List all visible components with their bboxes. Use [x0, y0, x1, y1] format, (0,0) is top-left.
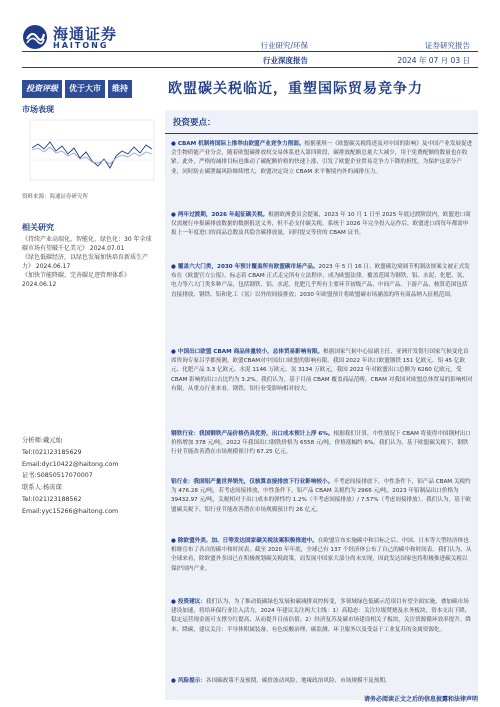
- sidebar: [22, 104, 157, 290]
- key-point: [171, 211, 473, 239]
- index-line: [32, 147, 152, 164]
- key-point-highlight: CBAM 机制将国际上推举由欧盟产业竞争力削弱。: [177, 141, 305, 147]
- rating-label: 投资评级: [22, 80, 62, 98]
- key-point-highlight: 覆盖六大门类，2030 年预计覆盖所有欧盟碳市场产品。: [177, 264, 319, 270]
- haitong-logo-icon: [22, 24, 48, 50]
- logo-cn-text: 海通证券: [53, 25, 118, 43]
- key-point: [171, 537, 473, 574]
- rating-bar: [22, 80, 132, 98]
- key-point-highlight: 风险提示：: [177, 678, 206, 684]
- bullet-icon: ●: [171, 599, 176, 605]
- bullet-icon: ●: [171, 538, 176, 544]
- analyst-cert: 证书:S0850517070007: [22, 472, 93, 480]
- key-point-text: 根据国家气候中心原副主任、亚洲开发银行国家气候变化首席咨询专家吕学都预测，欧盟CBAM对中国出口欧盟的影响有限。我国 2022 年出口欧盟钢铁 151 亿欧元、铝 45 亿欧元、化肥产品 3.3 亿欧元、水泥 1146 万欧元、氢 3134 万欧元，我国 2022 年对欧盟出口总额为 6260 亿欧元，受 CBAM 影响的出口占比约为 3.2%。我们认为，基于目前 CBAM 覆盖商品范畴，CBAM 对我国对欧盟总体贸易的影响相对有限，从重点行业来看，钢铁、铝行业受影响相对较大。: [171, 349, 473, 392]
- key-point-highlight: 除欧盟外美、加、日等发达国家碳关税法案积极推进中。: [177, 538, 318, 544]
- report-title: 欧盟碳关税临近，重塑国际贸易竞争力: [168, 81, 423, 97]
- key-point-highlight: 钢铁行业：我国钢铁产品价格仍具优势，出口成本预计上浮 6%。: [171, 431, 334, 437]
- logo-en-text: HAITONG: [53, 41, 109, 50]
- rating-action: 维持: [108, 80, 132, 98]
- analyst-tel: Tel:(021)23185629: [22, 448, 82, 456]
- bullet-icon: ●: [171, 678, 176, 684]
- rating-value: 优于大市: [65, 80, 105, 98]
- chart-source: 资料来源：海通证券研究所: [22, 194, 89, 200]
- header-divider: [22, 51, 478, 52]
- related-research-heading: 相关研究: [22, 223, 54, 232]
- related-item[interactable]: 《加快节能降碳、完善碳足迹管理体系》 2024.06.12: [22, 272, 131, 288]
- key-point: [171, 348, 473, 394]
- key-point-highlight: 中国出口欧盟 CBAM 商品体量较小，总体贸易影响有限。: [177, 349, 324, 355]
- key-point: [171, 677, 473, 686]
- key-point: [171, 598, 473, 635]
- footer-disclaimer: 请务必阅读正文之后的信息披露和法律声明: [363, 696, 478, 703]
- contact-tel: Tel:(021)23188562: [22, 495, 82, 503]
- analyst-contacts: [22, 435, 157, 518]
- key-point-sub: [171, 430, 473, 458]
- contact-name: 联系人:杨寅琛: [22, 484, 62, 492]
- key-point-text: 我们认为，为了推动低碳绿色发展和碳减排双控转变，多领域绿色低碳示范项目有望全面实施，叠加碳市场建设加速，将给环保行业注入活力，2024 年建议关注两大主线：1）高稳态：关注垃圾焚烧及水务板块，资本支出下降，稳定运营现金流可支撑分红提高，从而提升目前估值；2）经济复苏及碳市场建设相关子板块，关注资源循环效率提升、降本、降碳，建议关注：半导体附属装备、有色废酸治理、碳监测、环卫服务以及受益于工业复苏的金属资源化。: [171, 599, 472, 633]
- key-point-text: 各国碳政策不及预期、碳价波动风险、地缘政治风险、市场规模不及预期。: [205, 678, 391, 684]
- key-points-divider: [165, 133, 478, 134]
- key-point: [171, 263, 473, 300]
- report-type-label: 行业深度报告: [263, 56, 308, 65]
- related-item[interactable]: 《绿色低碳经济，以绿色发展加快培育新质生产力》 2024.06.17: [22, 254, 149, 270]
- key-points-heading: 投资要点：: [173, 118, 216, 128]
- analyst-name: 分析师:戴元灿: [22, 437, 62, 444]
- market-performance-heading: 市场表现: [22, 105, 54, 114]
- bullet-icon: ●: [171, 141, 176, 147]
- key-point-text: 根据欧洲委员会提案，2023 年 10 月 1 日至 2025 年底过渡阶段内，欧盟进口商仅需履行申报碳排放数据的数据报送义务，但不必支付碳关税。系统于 2026 年完全投入运作后，欧盟进口商每年都需申报上一年度进口的商品总数及其隐含碳排放量，同时提交等价的 CBAM 证书。: [171, 212, 471, 237]
- key-point-text: 根据我们计算，中性情况下 CBAM 将使得中国钢材出口价格增加 378 元/吨。2022 年我国出口钢铁价格为 6558 元/吨，价格涨幅约 6%。我们认为，基于欧盟碳关税下，钢铁行业节能改善潜在市场规模预计约 67.25 亿元。: [171, 431, 471, 456]
- bullet-icon: ●: [171, 349, 176, 355]
- key-point-text: 不考虑间接排放下，中性条件下，铝产品 CBAM 关税约为 476.28 元/吨，若考虑间接排放，中性条件下，铝产品 CBAM 关税约为 2966 元/吨。2023 年铝制品出口价格为 39432.97 元/吨，关税相对于出口成本的弹性约 1.2%（不考虑间接排放）/ 7.57%（考虑间接排放）。我们认为，基于欧盟碳关税下，铝行业节能改善潜在市场规模预计约 26 亿元。: [171, 479, 471, 513]
- market-performance-chart: [22, 118, 157, 190]
- report-date: 2024 年 07 月 03 日: [397, 56, 470, 65]
- key-point-text: 根据董琪一《欧盟碳关税简述及对中国的影响》及中国产业发展促进会生物质能产业分会，随着欧盟碳排放权交易体系进入第四阶段，碳排放配额总量大大减少，用于免费配额的数量也在收紧。此外，严格的减排目标也推动了碳配额价格的快速上涨，引发了欧盟企业贸易竞争力下降的担忧，为保护这部分产业，同时防止碳泄漏风险继续增大，欧盟决定设立 CBAM 来平衡境内外的减排压力。: [171, 141, 473, 175]
- key-point-highlight: 铝行业：我国铝产量世界领先，仅核算直接排放下行业影响较小。: [171, 479, 334, 485]
- bullet-icon: ●: [171, 264, 176, 270]
- sector-line: [32, 142, 152, 168]
- key-point-text: 2023 年 5 月 16 日，欧盟碳边境调节机制法规案文被正式发布在《欧盟官方公报》，标志着 CBAM 正式走完所有立法程序，成为欧盟法律。覆盖范围为钢铁、铝、水泥、化肥、氢、电力等六大门类多种产品，包括钢铁、铝、水泥、化肥几乎所有主要环节初级产品、中间产品、下游产品，核算范围包括直接排放、钢铁、铝和化工（氢）以外的间接排放；2030 年欧盟预计将欧盟碳市场涵盖的所有商品纳入征税范围。: [171, 264, 470, 298]
- bullet-icon: ●: [171, 212, 176, 218]
- key-point-sub: [171, 478, 473, 515]
- category-label: 行业研究/环保: [260, 41, 308, 50]
- series-label: 证券研究报告: [425, 41, 470, 50]
- haitong-logo: [22, 22, 134, 52]
- key-points-panel: [165, 110, 478, 700]
- related-item[interactable]: 《持续产业高端化、智能化、绿色化：30 年全球碳市场有望破千亿美元》 2024.07.01: [22, 236, 152, 252]
- contact-email[interactable]: Email:yyc15266@haitong.com: [22, 507, 119, 515]
- report-header: [0, 0, 500, 70]
- key-point: [171, 140, 473, 177]
- key-point-highlight: 两年过渡期，2026 年起征碳关税。: [177, 212, 269, 218]
- key-point-text: 在欧盟宣布实施碳中和目标之后、中国、日本等大型经济体也相继宣布了各自的碳中和时间表。截至 2020 年年底，全球已有 137 个经济体公布了自己的碳中和时间表。我们认为，从全球来看，除欧盟外多国已在积极规划碳关税政策，而发展中国家大部分尚未实现，因此发达国家也将积极推进碳关税以保护国内产业。: [171, 538, 472, 572]
- header-divider-bottom: [22, 67, 478, 68]
- market-chart-svg: [22, 118, 157, 190]
- analyst-email[interactable]: Email:dyc10422@haitong.com: [22, 460, 119, 468]
- key-point-highlight: 投资建议：: [177, 599, 206, 605]
